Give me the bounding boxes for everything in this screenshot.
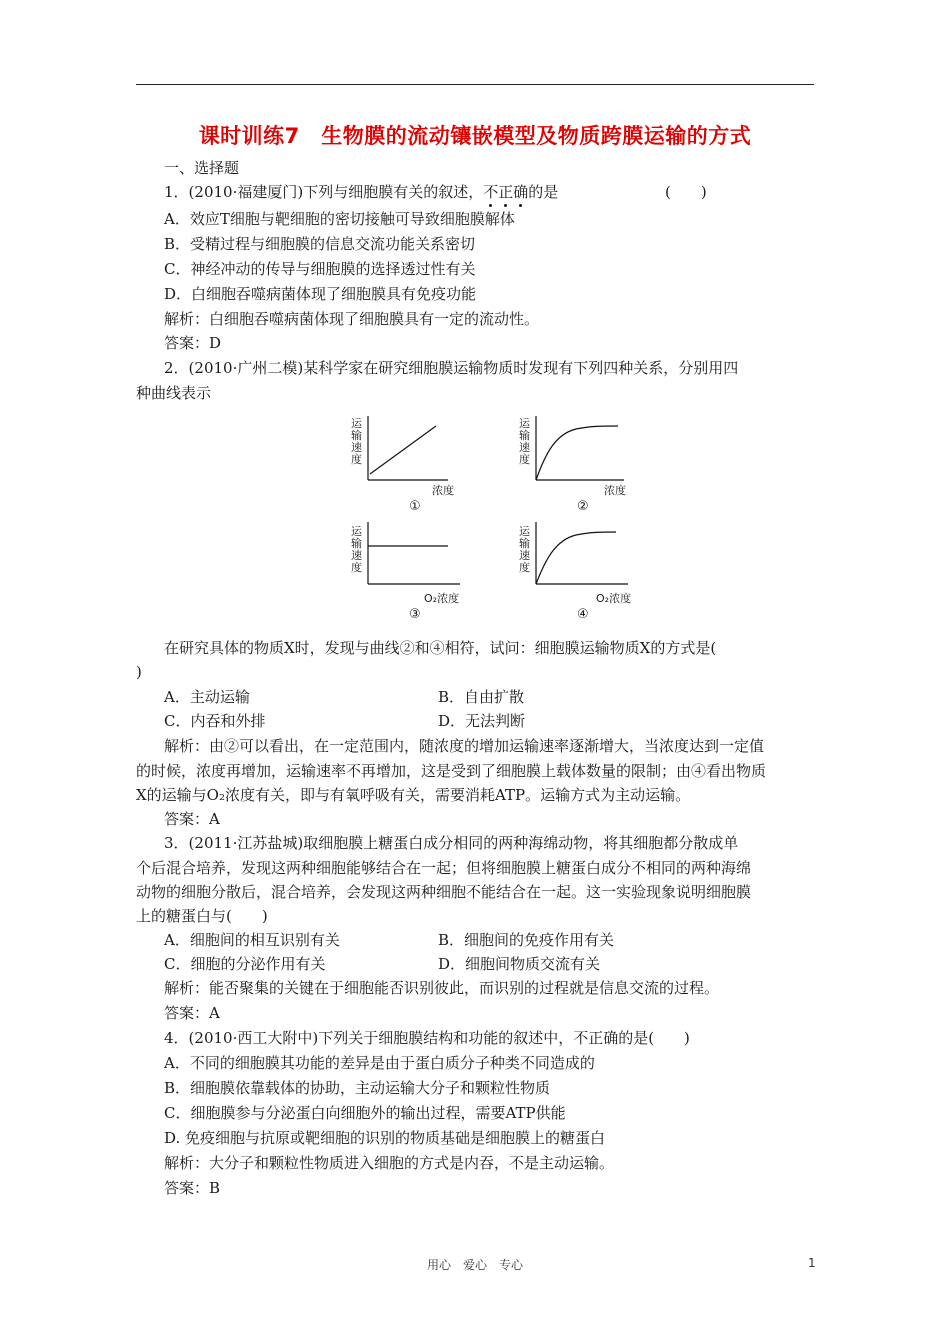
q3-stem-line1: 3．(2011·江苏盐城)取细胞膜上糖蛋白成分相同的两种海绵动物，将其细胞都分散成单 <box>164 834 739 852</box>
graph-3-number: ③ <box>409 607 421 622</box>
curve-linear <box>370 426 436 474</box>
q1-stem: 1．(2010·福建厦门)下列与细胞膜有关的叙述，不正确的是 <box>164 183 559 201</box>
q2-stem-line2: 种曲线表示 <box>136 384 212 402</box>
q3-option-d: D．细胞间物质交流有关 <box>438 955 601 973</box>
curve-saturating <box>536 532 616 584</box>
q4-stem: 4．(2010·西工大附中)下列关于细胞膜结构和功能的叙述中，不正确的是( ) <box>164 1029 690 1047</box>
graph-1-ylabel: 运输速度 <box>351 417 362 466</box>
graph-4-number: ④ <box>577 607 589 622</box>
graph-3-ylabel: 运输速度 <box>351 525 362 574</box>
q3-stem-line4: 上的糖蛋白与( ) <box>136 907 268 925</box>
q2-stem-line4: ) <box>136 663 142 681</box>
graph-3-xlabel: O₂浓度 <box>424 592 460 605</box>
q2-analysis-line3: X的运输与O₂浓度有关，即与有氧呼吸有关，需要消耗ATP。运输方式为主动运输。 <box>136 786 691 804</box>
page-number: 1 <box>808 1256 816 1270</box>
q4-analysis: 解析：大分子和颗粒性物质进入细胞的方式是内吞，不是主动运输。 <box>164 1154 615 1172</box>
q2-option-d: D．无法判断 <box>438 712 526 730</box>
q2-option-b: B．自由扩散 <box>438 688 525 706</box>
graph-2-number: ② <box>577 499 589 514</box>
section-heading: 一、选择题 <box>164 159 240 177</box>
q4-option-c: C．细胞膜参与分泌蛋白向细胞外的输出过程，需要ATP供能 <box>164 1104 566 1122</box>
q2-option-c: C．内吞和外排 <box>164 712 266 730</box>
page-footer: 用心 爱心 专心 <box>426 1258 523 1272</box>
page-title: 课时训练7 生物膜的流动镶嵌模型及物质跨膜运输的方式 <box>198 124 752 148</box>
q3-option-b: B．细胞间的免疫作用有关 <box>438 931 615 949</box>
q1-option-a: A．效应T细胞与靶细胞的密切接触可导致细胞膜解体 <box>164 210 515 228</box>
q2-stem-line3: 在研究具体的物质X时，发现与曲线②和④相符，试问：细胞膜运输物质X的方式是( <box>164 639 717 657</box>
emphasis-char: 确 <box>513 183 529 201</box>
q3-stem-line3: 动物的细胞分散后，混合培养，会发现这两种细胞不能结合在一起。这一实验现象说明细胞膜 <box>136 883 752 901</box>
graph-4-xlabel: O₂浓度 <box>596 592 632 605</box>
q1-option-c: C．神经冲动的传导与细胞膜的选择透过性有关 <box>164 260 476 278</box>
q4-option-d: D. 免疫细胞与抗原或靶细胞的识别的物质基础是细胞膜上的糖蛋白 <box>164 1129 606 1147</box>
q2-analysis-line1: 解析：由②可以看出，在一定范围内，随浓度的增加运输速率逐渐增大，当浓度达到一定值 <box>164 737 765 755</box>
q1-answer: 答案：D <box>164 334 222 352</box>
graph-1-number: ① <box>409 499 421 514</box>
q1-answer-paren: ( ) <box>665 183 707 201</box>
q2-analysis-line2: 的时候，浓度再增加，运输速率不再增加，这是受到了细胞膜上载体数量的限制；由④看出物质 <box>136 762 767 780</box>
q1-option-d: D．白细胞吞噬病菌体现了细胞膜具有免疫功能 <box>164 285 477 303</box>
q2-option-a: A．主动运输 <box>164 688 250 706</box>
header-rule <box>136 84 814 85</box>
q1-analysis: 解析：白细胞吞噬病菌体现了细胞膜具有一定的流动性。 <box>164 310 540 328</box>
q1-option-b: B．受精过程与细胞膜的信息交流功能关系密切 <box>164 235 476 253</box>
graph-2-ylabel: 运输速度 <box>519 417 530 466</box>
graph-2-xlabel: 浓度 <box>604 484 626 497</box>
emphasis-char: 不 <box>483 183 499 201</box>
q4-option-b: B．细胞膜依靠载体的协助，主动运输大分子和颗粒性物质 <box>164 1079 551 1097</box>
graph-1-xlabel: 浓度 <box>432 484 454 497</box>
q3-stem-line2: 个后混合培养，发现这两种细胞能够结合在一起；但将细胞膜上糖蛋白成分不相同的两种海绵 <box>136 859 752 877</box>
q3-option-c: C．细胞的分泌作用有关 <box>164 955 326 973</box>
q3-answer: 答案：A <box>164 1004 220 1022</box>
q2-stem-line1: 2．(2010·广州二模)某科学家在研究细胞膜运输物质时发现有下列四种关系，分别用四 <box>164 359 739 377</box>
q3-option-a: A．细胞间的相互识别有关 <box>164 931 340 949</box>
graph-4-ylabel: 运输速度 <box>519 525 530 574</box>
q3-analysis: 解析：能否聚集的关键在于细胞能否识别彼此，而识别的过程就是信息交流的过程。 <box>164 979 720 997</box>
q2-answer: 答案：A <box>164 810 220 828</box>
emphasis-char: 正 <box>498 183 514 201</box>
q4-option-a: A．不同的细胞膜其功能的差异是由于蛋白质分子种类不同造成的 <box>164 1054 595 1072</box>
curve-saturating <box>536 426 618 480</box>
q4-answer: 答案：B <box>164 1179 221 1197</box>
